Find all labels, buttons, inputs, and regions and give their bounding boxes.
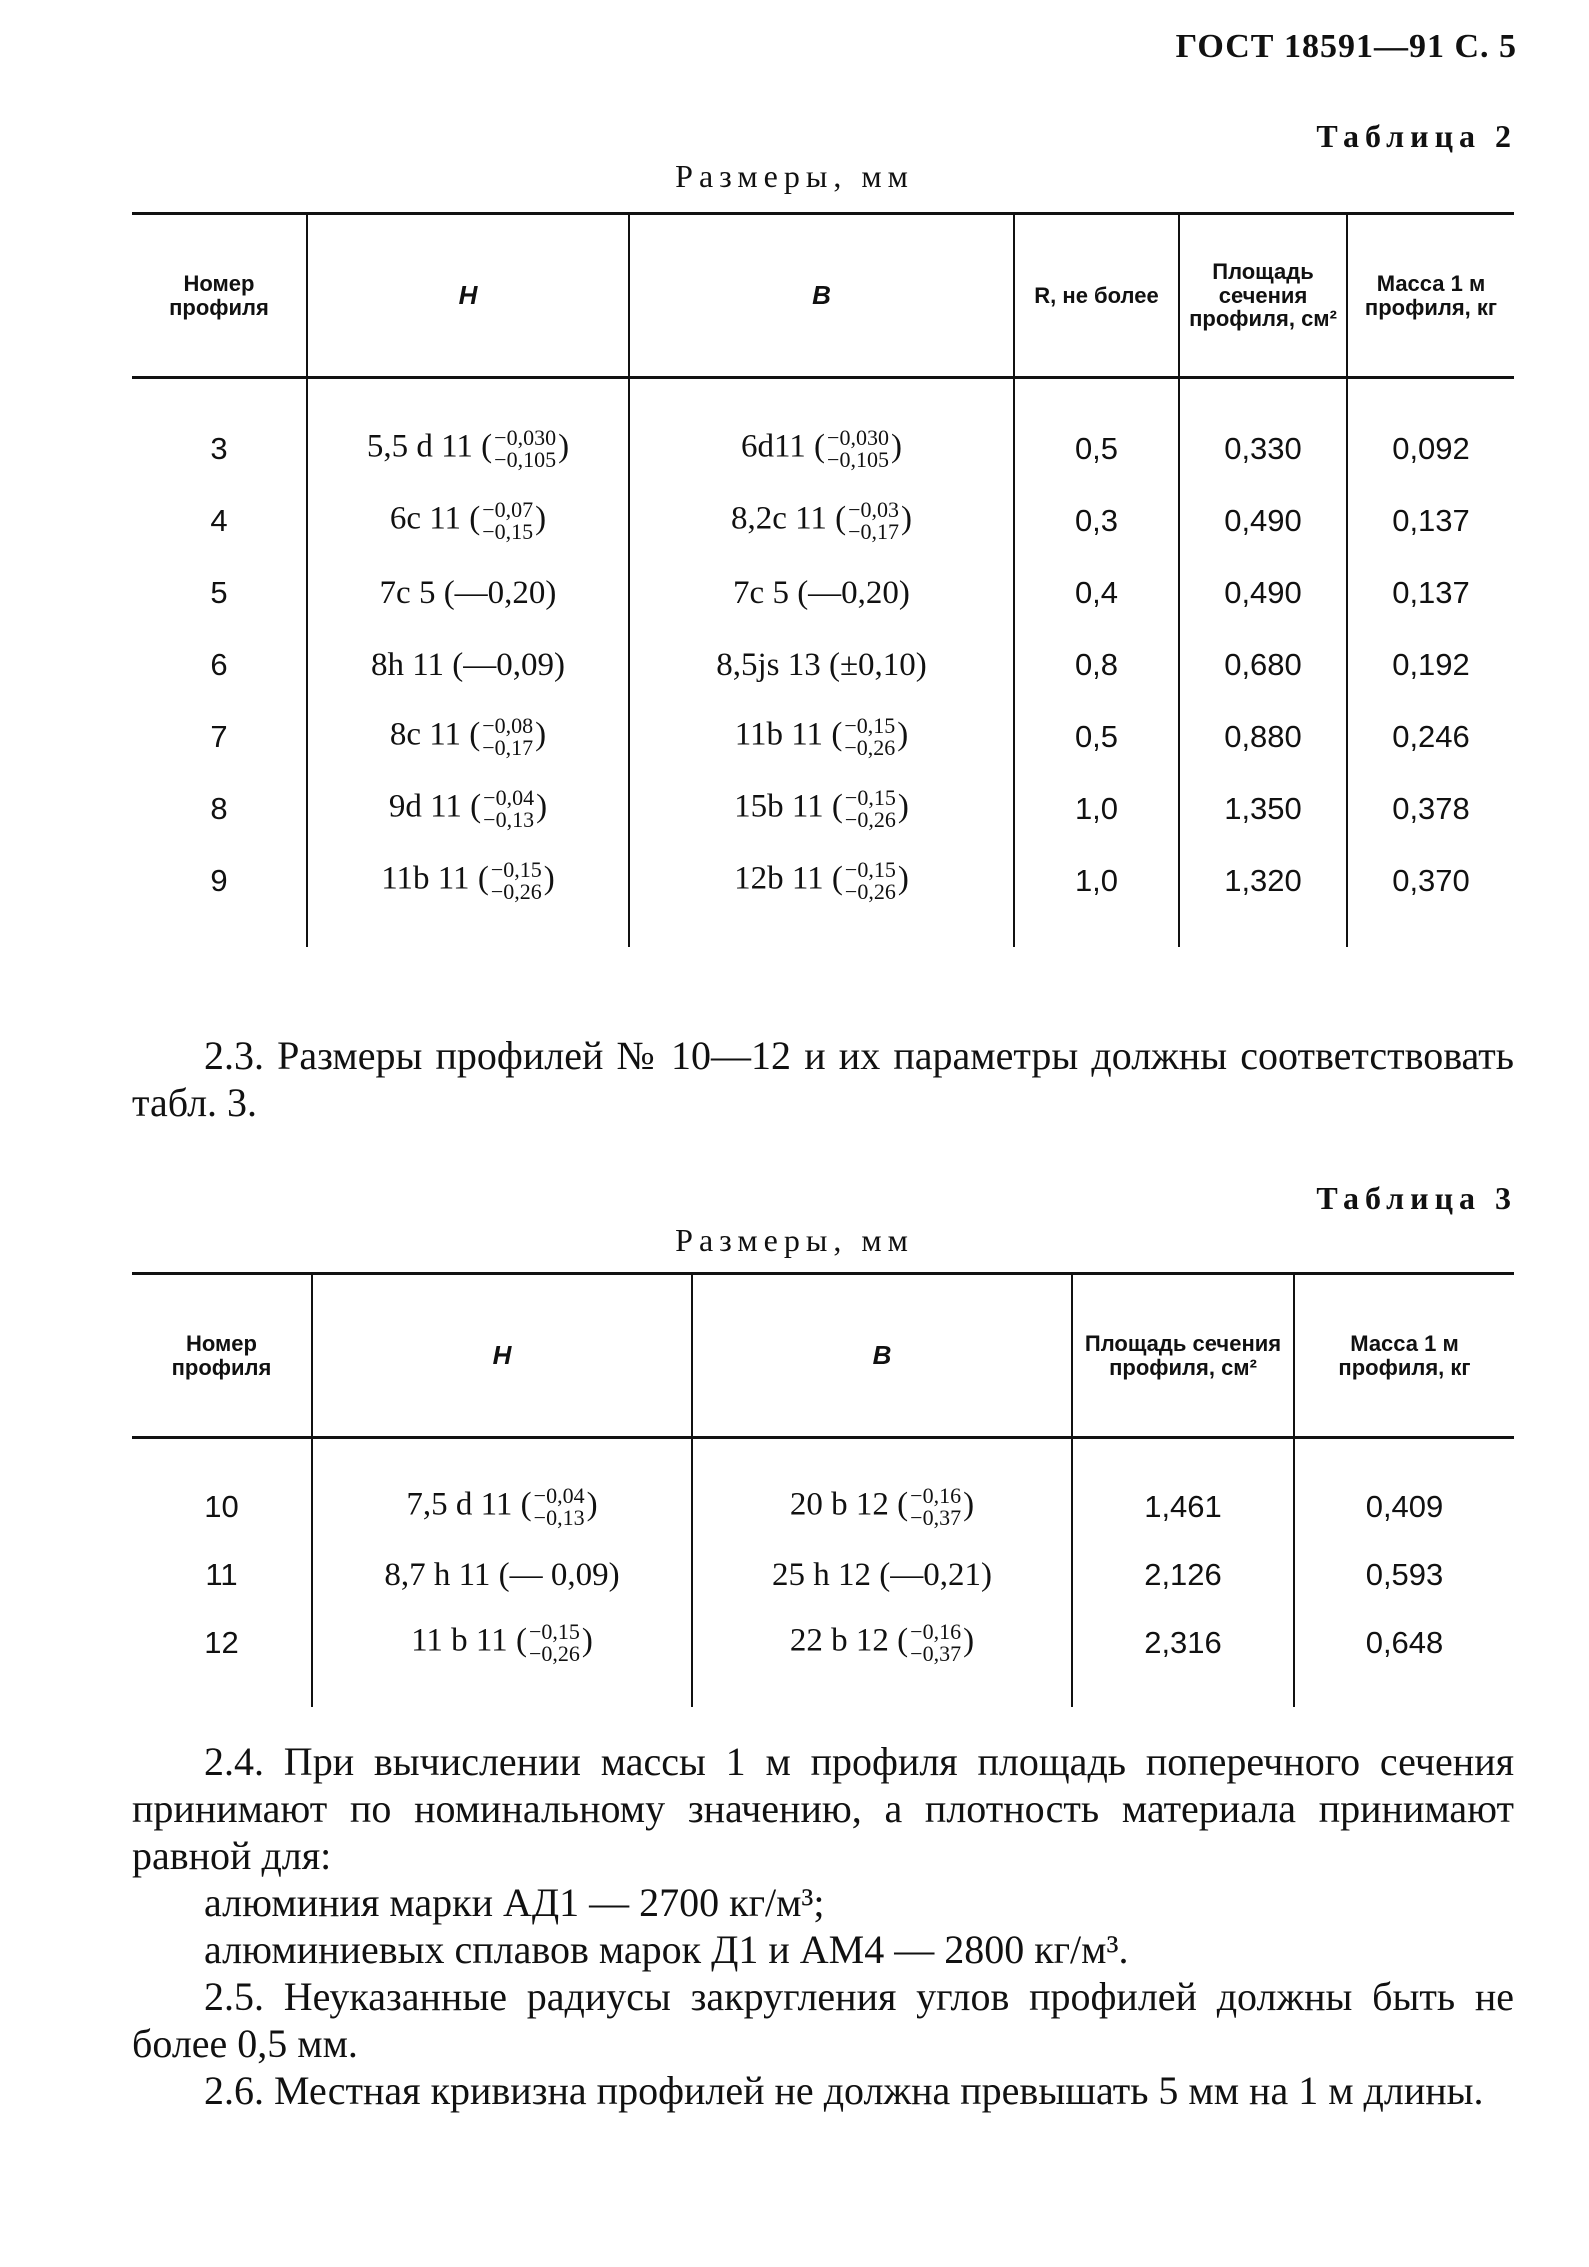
table-2-header-area: Площадь сечения профиля, см² [1179, 214, 1347, 378]
table-spacer-cell [1014, 378, 1179, 414]
table-spacer-cell [629, 917, 1014, 947]
table-3-header-number: Номер профиля [132, 1274, 312, 1438]
h-value: 8,7 h 11 (— 0,09) [384, 1556, 620, 1593]
h-value: 9d 11 [388, 788, 462, 825]
b-tolerance [827, 427, 889, 471]
h-tolerance-upper: −0,15 [528, 1619, 580, 1644]
table-row [132, 1473, 1514, 1541]
paragraph-2-3 [132, 1032, 1514, 1126]
profile-number-cell: 6 [210, 647, 228, 682]
b-tolerance-upper: −0,16 [910, 1619, 962, 1644]
table-spacer-cell [132, 1677, 312, 1707]
paragraphs-2-4-to-2-6 [132, 1738, 1514, 2114]
b-cell: 20 b 12 ( −0,16 −0,37 ) [692, 1473, 1072, 1541]
b-tolerance-lower: −0,105 [827, 447, 889, 472]
b-tolerance-upper: −0,16 [910, 1483, 962, 1508]
table-spacer-row [132, 1438, 1514, 1474]
table-spacer-cell [1179, 917, 1347, 947]
h-value: 11b 11 [381, 860, 470, 897]
b-cell [629, 557, 1014, 629]
b-cell [692, 1541, 1072, 1609]
h-tolerance [529, 1621, 580, 1665]
h-cell [312, 1541, 692, 1609]
table-spacer-cell [132, 378, 307, 414]
b-value: 25 h 12 (—0,21) [772, 1556, 992, 1593]
h-tolerance-upper: −0,04 [483, 785, 535, 810]
area-cell: 2,126 [1072, 1541, 1294, 1609]
h-tolerance [491, 859, 542, 903]
h-cell [307, 629, 629, 701]
h-value: 11 b 11 [411, 1622, 508, 1659]
b-cell: 22 b 12 ( −0,16 −0,37 ) [692, 1609, 1072, 1677]
table-row [132, 701, 1514, 773]
r-cell: 0,4 [1014, 557, 1179, 629]
table-spacer-row [132, 917, 1514, 947]
table-spacer-cell [629, 378, 1014, 414]
table-row [132, 485, 1514, 557]
area-cell: 0,330 [1179, 413, 1347, 485]
b-value: 22 b 12 [789, 1622, 889, 1659]
table-spacer-cell [1294, 1438, 1514, 1474]
table-spacer-cell [1072, 1438, 1294, 1474]
table-row [132, 557, 1514, 629]
profile-number-cell: 8 [210, 791, 228, 826]
b-tolerance-upper: −0,030 [827, 425, 889, 450]
paragraph-2-4-item-b: алюминиевых сплавов марок Д1 и АМ4 — 2800 кг/м³. [204, 1927, 1129, 1972]
table-spacer-cell [692, 1677, 1072, 1707]
table-3-body [132, 1438, 1514, 1708]
table-spacer-row [132, 378, 1514, 414]
b-tolerance-lower: −0,37 [910, 1641, 962, 1666]
b-tolerance [910, 1485, 961, 1529]
b-tolerance-upper: −0,15 [844, 713, 896, 738]
b-value: 8,2c 11 [730, 500, 827, 537]
h-value: 7c 5 (—0,20) [379, 574, 557, 611]
h-tolerance-upper: −0,07 [482, 497, 534, 522]
b-tolerance [910, 1621, 961, 1665]
table-3-header-mass: Масса 1 м профиля, кг [1294, 1274, 1514, 1438]
table-2-label: Таблица 2 [1316, 118, 1517, 154]
h-tolerance [482, 715, 533, 759]
table-row [132, 413, 1514, 485]
area-cell: 1,320 [1179, 845, 1347, 917]
h-cell: 6c 11 ( −0,07 −0,15 ) [307, 485, 629, 557]
table-row [132, 1541, 1514, 1609]
area-cell: 1,461 [1072, 1473, 1294, 1541]
mass-cell: 0,370 [1347, 845, 1514, 917]
table-spacer-cell [132, 1438, 312, 1474]
mass-cell: 0,246 [1347, 701, 1514, 773]
b-value: 6d11 [741, 428, 806, 465]
h-cell: 11 b 11 ( −0,15 −0,26 ) [312, 1609, 692, 1677]
table-spacer-cell [1014, 917, 1179, 947]
profile-number-cell: 4 [210, 503, 228, 538]
table-2-caption: Размеры, мм [675, 158, 914, 194]
table-3-header-b: B [692, 1274, 1072, 1438]
h-cell [307, 557, 629, 629]
table-2-header-h: H [307, 214, 629, 378]
area-cell: 1,350 [1179, 773, 1347, 845]
table-3 [132, 1272, 1514, 1707]
b-value: 20 b 12 [789, 1486, 889, 1523]
h-cell: 9d 11 ( −0,04 −0,13 ) [307, 773, 629, 845]
table-spacer-cell [1294, 1677, 1514, 1707]
h-tolerance-lower: −0,13 [483, 807, 535, 832]
b-tolerance-lower: −0,17 [848, 519, 900, 544]
table-spacer-cell [1179, 378, 1347, 414]
b-tolerance-upper: −0,03 [848, 497, 900, 522]
table-spacer-row [132, 1677, 1514, 1707]
b-tolerance-upper: −0,15 [844, 857, 896, 882]
profile-number-cell: 10 [204, 1489, 239, 1524]
profile-number-cell: 11 [205, 1557, 238, 1592]
h-tolerance-lower: −0,17 [482, 735, 534, 760]
paragraph-2-3-text: 2.3. Размеры профилей № 10—12 и их параметры должны соответствовать табл. 3. [132, 1033, 1514, 1125]
table-row [132, 845, 1514, 917]
page-header: ГОСТ 18591—91 С. 5 [1175, 28, 1517, 65]
paragraph-2-6-text: 2.6. Местная кривизна профилей не должна превышать 5 мм на 1 м длины. [204, 2068, 1484, 2113]
h-value: 7,5 d 11 [406, 1486, 513, 1523]
table-spacer-cell [307, 378, 629, 414]
mass-cell: 0,192 [1347, 629, 1514, 701]
b-cell: 12b 11 ( −0,15 −0,26 ) [629, 845, 1014, 917]
b-cell: 11b 11 ( −0,15 −0,26 ) [629, 701, 1014, 773]
b-value: 15b 11 [734, 788, 824, 825]
area-cell: 0,490 [1179, 557, 1347, 629]
table-spacer-cell [312, 1677, 692, 1707]
h-tolerance-upper: −0,15 [490, 857, 542, 882]
r-cell: 0,8 [1014, 629, 1179, 701]
table-row [132, 773, 1514, 845]
h-value: 6c 11 [389, 500, 461, 537]
b-value: 8,5js 13 (±0,10) [716, 646, 927, 683]
mass-cell: 0,092 [1347, 413, 1514, 485]
r-cell: 1,0 [1014, 773, 1179, 845]
table-spacer-cell [692, 1438, 1072, 1474]
h-tolerance-lower: −0,26 [528, 1641, 580, 1666]
h-cell: 8c 11 ( −0,08 −0,17 ) [307, 701, 629, 773]
b-tolerance-lower: −0,26 [844, 735, 896, 760]
b-tolerance [844, 715, 895, 759]
b-tolerance-lower: −0,37 [910, 1505, 962, 1530]
h-tolerance-lower: −0,105 [494, 447, 557, 472]
table-3-caption: Размеры, мм [675, 1222, 914, 1258]
profile-number-cell: 7 [210, 719, 228, 754]
mass-cell: 0,409 [1294, 1473, 1514, 1541]
paragraph-2-4-item-a: алюминия марки АД1 — 2700 кг/м³; [204, 1880, 825, 1925]
mass-cell: 0,378 [1347, 773, 1514, 845]
profile-number-cell: 12 [204, 1625, 239, 1660]
h-tolerance-upper: −0,030 [494, 425, 557, 450]
profile-number-cell: 5 [210, 575, 228, 610]
mass-cell: 0,137 [1347, 557, 1514, 629]
h-cell: 7,5 d 11 ( −0,04 −0,13 ) [312, 1473, 692, 1541]
b-tolerance [845, 787, 896, 831]
table-2-header-number: Номер профиля [132, 214, 307, 378]
h-tolerance-upper: −0,04 [533, 1483, 585, 1508]
area-cell: 0,680 [1179, 629, 1347, 701]
b-value: 12b 11 [734, 860, 824, 897]
table-spacer-cell [312, 1438, 692, 1474]
mass-cell: 0,648 [1294, 1609, 1514, 1677]
table-spacer-cell [132, 917, 307, 947]
mass-cell: 0,593 [1294, 1541, 1514, 1609]
h-tolerance [482, 499, 533, 543]
b-value: 7c 5 (—0,20) [733, 574, 910, 611]
table-2-header-r: R, не более [1014, 214, 1179, 378]
r-cell: 0,5 [1014, 413, 1179, 485]
r-cell: 0,5 [1014, 701, 1179, 773]
b-cell: 15b 11 ( −0,15 −0,26 ) [629, 773, 1014, 845]
table-spacer-cell [1347, 917, 1514, 947]
h-tolerance-lower: −0,26 [490, 879, 542, 904]
b-value: 11b 11 [734, 716, 824, 753]
b-tolerance [848, 499, 899, 543]
table-spacer-cell [307, 917, 629, 947]
b-tolerance-lower: −0,26 [844, 879, 896, 904]
b-cell: 8,2c 11 ( −0,03 −0,17 ) [629, 485, 1014, 557]
h-tolerance [483, 787, 534, 831]
r-cell: 1,0 [1014, 845, 1179, 917]
b-tolerance [845, 859, 896, 903]
area-cell: 0,880 [1179, 701, 1347, 773]
table-2 [132, 212, 1514, 947]
h-tolerance-lower: −0,13 [533, 1505, 585, 1530]
area-cell: 2,316 [1072, 1609, 1294, 1677]
profile-number-cell: 3 [210, 431, 228, 466]
table-3-header-h: H [312, 1274, 692, 1438]
h-tolerance-upper: −0,08 [482, 713, 534, 738]
h-value: 5,5 d 11 [366, 428, 473, 465]
table-2-body [132, 378, 1514, 948]
table-3-header-area: Площадь сечения профиля, см² [1072, 1274, 1294, 1438]
b-tolerance-upper: −0,15 [844, 785, 896, 810]
h-tolerance [494, 427, 556, 471]
table-3-label: Таблица 3 [1316, 1180, 1517, 1216]
h-cell: 11b 11 ( −0,15 −0,26 ) [307, 845, 629, 917]
h-tolerance-lower: −0,15 [482, 519, 534, 544]
h-value: 8c 11 [389, 716, 461, 753]
area-cell: 0,490 [1179, 485, 1347, 557]
table-row [132, 629, 1514, 701]
paragraph-2-4-text: 2.4. При вычислении массы 1 м профиля площадь поперечного сечения принимают по номинальному значению, а плотность материала принимают равной для: [132, 1739, 1514, 1878]
paragraph-2-5-text: 2.5. Неуказанные радиусы закругления углов профилей должны быть не более 0,5 мм. [132, 1974, 1514, 2066]
table-spacer-cell [1347, 378, 1514, 414]
table-2-header-mass: Масса 1 м профиля, кг [1347, 214, 1514, 378]
table-spacer-cell [1072, 1677, 1294, 1707]
profile-number-cell: 9 [210, 863, 228, 898]
r-cell: 0,3 [1014, 485, 1179, 557]
mass-cell: 0,137 [1347, 485, 1514, 557]
h-value: 8h 11 (—0,09) [370, 646, 565, 683]
b-tolerance-lower: −0,26 [844, 807, 896, 832]
table-row [132, 1609, 1514, 1677]
b-cell [629, 629, 1014, 701]
h-cell: 5,5 d 11 ( −0,030 −0,105 ) [307, 413, 629, 485]
table-2-header-b: B [629, 214, 1014, 378]
h-tolerance [534, 1485, 585, 1529]
b-cell: 6d11 ( −0,030 −0,105 ) [629, 413, 1014, 485]
